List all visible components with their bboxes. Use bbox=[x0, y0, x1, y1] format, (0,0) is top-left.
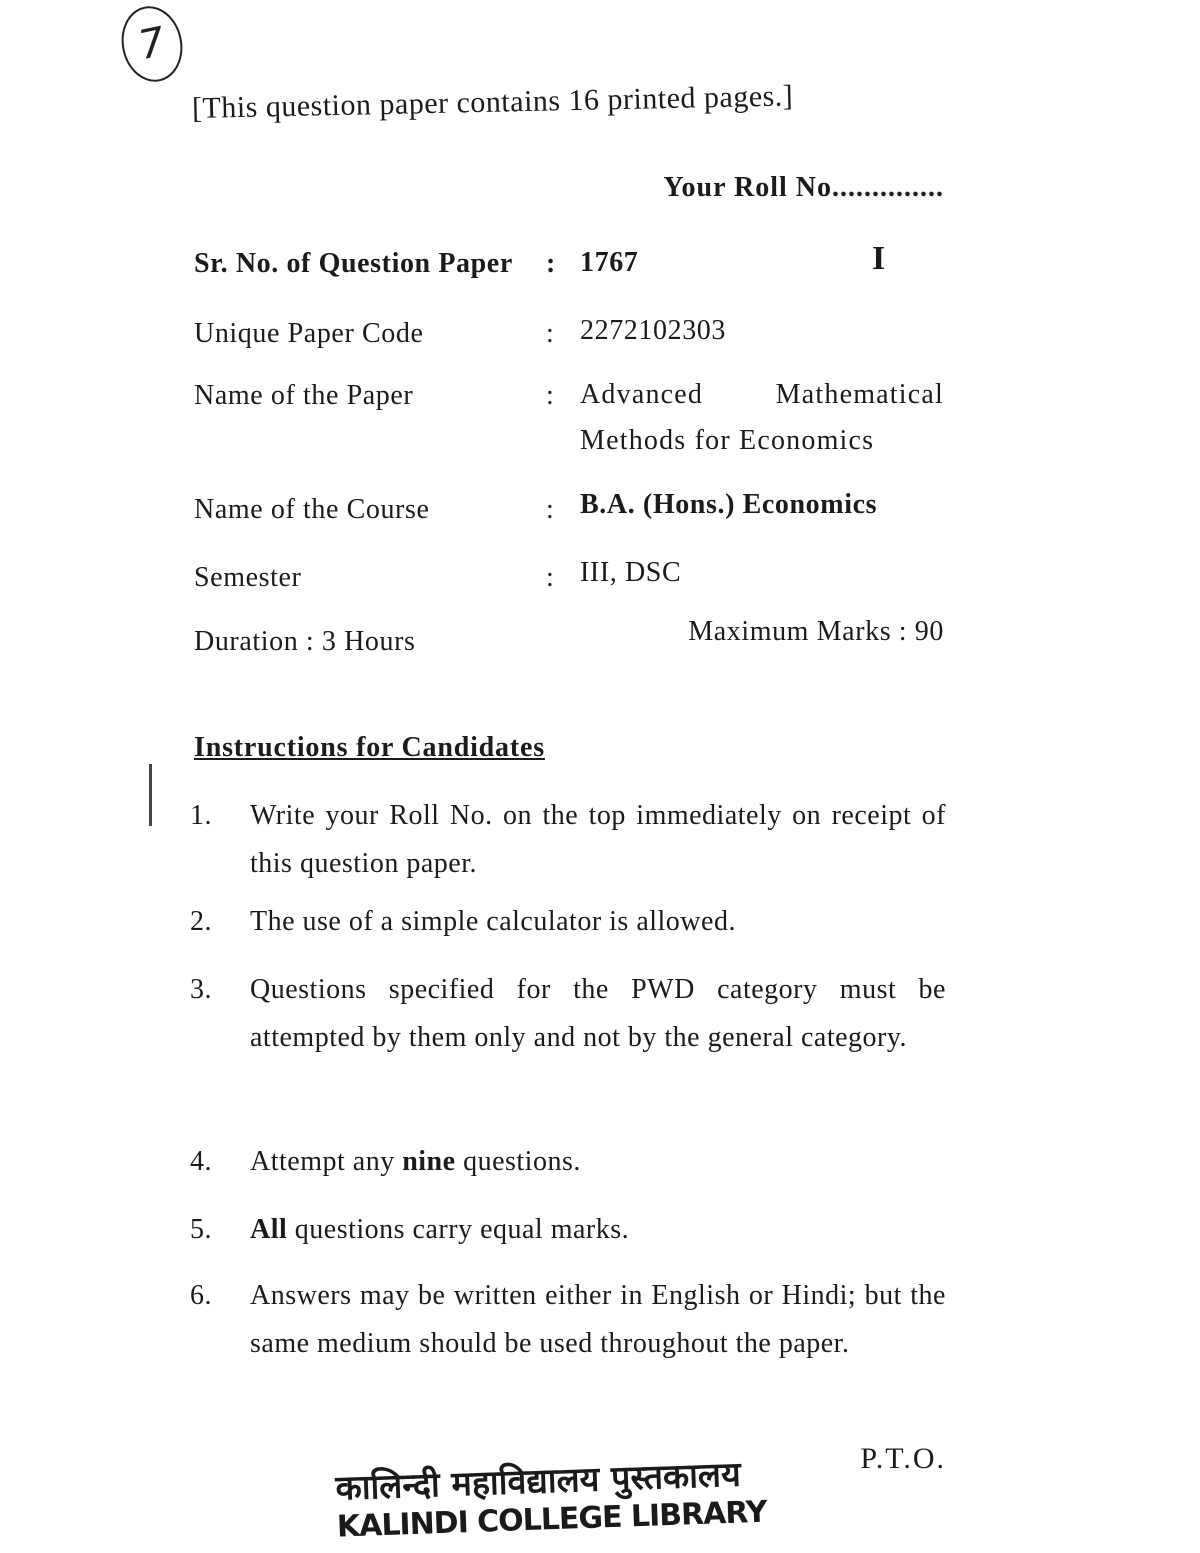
instruction-emphasis: All bbox=[250, 1214, 288, 1245]
paper-name-label: Name of the Paper bbox=[194, 380, 414, 411]
instruction-number: 6. bbox=[190, 1280, 212, 1311]
semester-colon: : bbox=[546, 562, 555, 593]
course-name-colon: : bbox=[546, 494, 555, 525]
page-count-note: [This question paper contains 16 printed pages.] bbox=[191, 79, 794, 125]
instruction-text-part: Attempt any bbox=[250, 1146, 403, 1177]
unique-code-label: Unique Paper Code bbox=[194, 318, 424, 349]
instruction-text: The use of a simple calculator is allowed. bbox=[250, 906, 736, 937]
instruction-number: 5. bbox=[190, 1214, 212, 1245]
set-letter: I bbox=[872, 240, 886, 277]
library-stamp bbox=[335, 1448, 778, 1544]
instruction-text: Write your Roll No. on the top immediately on receipt of this question paper. bbox=[250, 800, 946, 879]
instruction-text: Answers may be written either in English or Hindi; but the same medium should be used throughout the paper. bbox=[250, 1280, 946, 1359]
sr-no-label: Sr. No. of Question Paper bbox=[194, 248, 513, 279]
unique-code-colon: : bbox=[546, 318, 555, 349]
unique-code-value: 2272102303 bbox=[580, 315, 726, 346]
library-stamp-english: KALINDI COLLEGE LIBRARY bbox=[336, 1494, 768, 1545]
instruction-number: 1. bbox=[190, 800, 212, 831]
maximum-marks: Maximum Marks : 90 bbox=[688, 616, 944, 647]
instruction-text: Questions specified for the PWD category must be attempted by them only and not by the general category. bbox=[250, 974, 946, 1053]
semester-value: III, DSC bbox=[580, 557, 682, 588]
instruction-number: 4. bbox=[190, 1146, 212, 1177]
margin-pen-mark bbox=[149, 764, 152, 826]
handwritten-circled-number: 7 bbox=[115, 1, 189, 88]
sr-no-colon: : bbox=[546, 248, 556, 279]
instruction-number: 3. bbox=[190, 974, 212, 1005]
library-stamp-hindi: कालिन्दी महाविद्यालय पुस्तकालय bbox=[334, 1454, 742, 1509]
instruction-number: 2. bbox=[190, 906, 212, 937]
course-name-label: Name of the Course bbox=[194, 494, 430, 525]
instruction-text-part: questions carry equal marks. bbox=[287, 1214, 630, 1245]
instruction-text-part: questions. bbox=[455, 1146, 581, 1177]
instruction-emphasis: nine bbox=[402, 1146, 456, 1177]
instruction-text bbox=[250, 1206, 946, 1254]
paper-name-value: Advanced Mathematical Methods for Economics bbox=[580, 379, 944, 456]
course-name-value: B.A. (Hons.) Economics bbox=[580, 489, 878, 520]
sr-no-value: 1767 bbox=[580, 247, 639, 278]
semester-label: Semester bbox=[194, 562, 302, 593]
roll-number-field: Your Roll No.............. bbox=[663, 172, 944, 203]
paper-name-colon: : bbox=[546, 380, 555, 411]
instructions-heading: Instructions for Candidates bbox=[194, 732, 545, 763]
instruction-text bbox=[250, 1138, 946, 1186]
duration: Duration : 3 Hours bbox=[194, 626, 416, 657]
pto-label: P.T.O. bbox=[860, 1442, 946, 1475]
